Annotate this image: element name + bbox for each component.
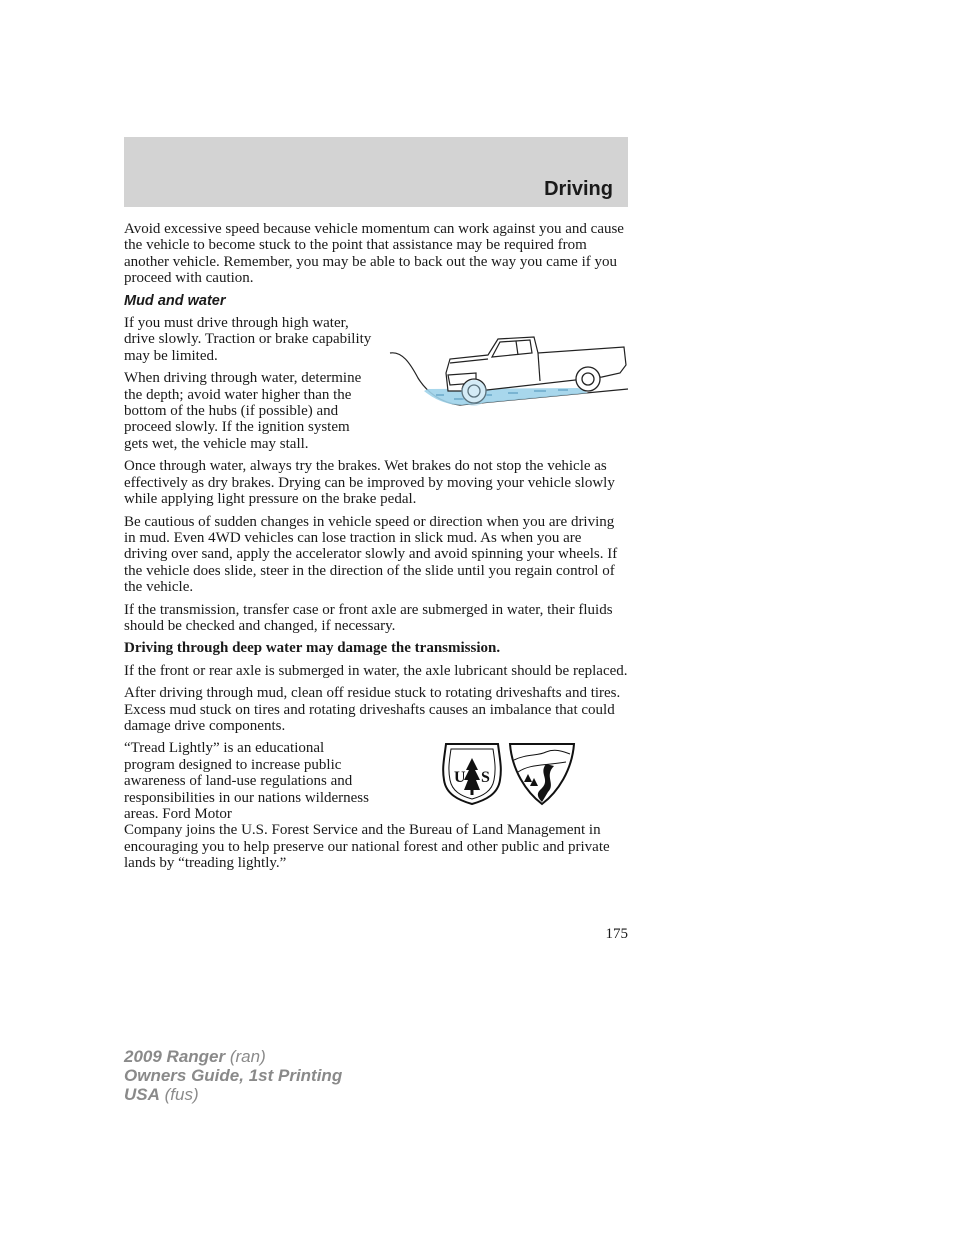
tread-lightly-section (124, 740, 628, 871)
paragraph-brakes: Once through water, always try the brakes. Wet brakes do not stop the vehicle as effectively as dry brakes. Drying can be improved by moving your vehicle slowly while applying light pressure on the brake pedal. (124, 458, 615, 508)
document-footer (124, 1047, 342, 1104)
agency-logos (442, 740, 576, 806)
page-number: 175 (605, 926, 628, 942)
paragraph-momentum: Avoid excessive speed because vehicle momentum can work against you and cause the vehicle to become stuck to the point that assistance may be required from another vehicle. Remember, you may be able to back out the way you came if you proceed with caution. (124, 221, 624, 287)
forest-service-shield-icon (443, 744, 501, 804)
bureau-of-land-management-badge-icon (510, 744, 574, 804)
subheading-mud-and-water: Mud and water (124, 292, 226, 309)
section-title: Driving (544, 178, 613, 200)
shield-letter-u: U (454, 769, 466, 787)
paragraph-depth: When driving through water, determine the depth; avoid water higher than the bottom of the hubs (if possible) and proceed slowly. If the ignition system gets wet, the vehicle may stall. (124, 370, 362, 452)
footer-market-code: (fus) (159, 1085, 199, 1104)
section-header-band (124, 137, 628, 207)
page-content (124, 221, 628, 872)
paragraph-tread-rest: Company joins the U.S. Forest Service and the Bureau of Land Management in encouraging you to help preserve our national forest and other public and private lands by “treading lightly.” (124, 822, 610, 872)
mud-water-section (124, 315, 628, 452)
paragraph-residue: After driving through mud, clean off residue stuck to rotating driveshafts and tires. Excess mud stuck on tires and rotating driveshafts causes an imbalance that could damage drive components. (124, 685, 621, 734)
shield-letter-s: S (481, 769, 490, 787)
footer-model-code: (ran) (225, 1047, 266, 1066)
paragraph-high-water: If you must drive through high water, drive slowly. Traction or brake capability may be limited. (124, 315, 372, 364)
footer-market: USA (124, 1085, 160, 1104)
paragraph-warning: Driving through deep water may damage the transmission. (124, 640, 501, 657)
footer-guide: Owners Guide, 1st Printing (124, 1066, 343, 1085)
paragraph-submerged: If the transmission, transfer case or front axle are submerged in water, their fluids should be checked and changed, if necessary. (124, 601, 613, 634)
paragraph-cautious: Be cautious of sudden changes in vehicle speed or direction when you are driving in mud. Even 4WD vehicles can lose traction in slick mud. As when you are driving over sand, apply the accelerator slowly and avoid spinning your wheels. If the vehicle does slide, steer in the direction of the slide until you regain control of the vehicle. (124, 513, 618, 596)
footer-model: 2009 Ranger (124, 1047, 226, 1066)
paragraph-axle: If the front or rear axle is submerged in water, the axle lubricant should be replaced. (124, 662, 628, 679)
truck-in-water-illustration (388, 333, 630, 433)
paragraph-tread-lead: “Tread Lightly” is an educational program designed to increase public awareness of land-use regulations and responsibilities in our nations wilderness areas. Ford Motor (124, 740, 369, 822)
